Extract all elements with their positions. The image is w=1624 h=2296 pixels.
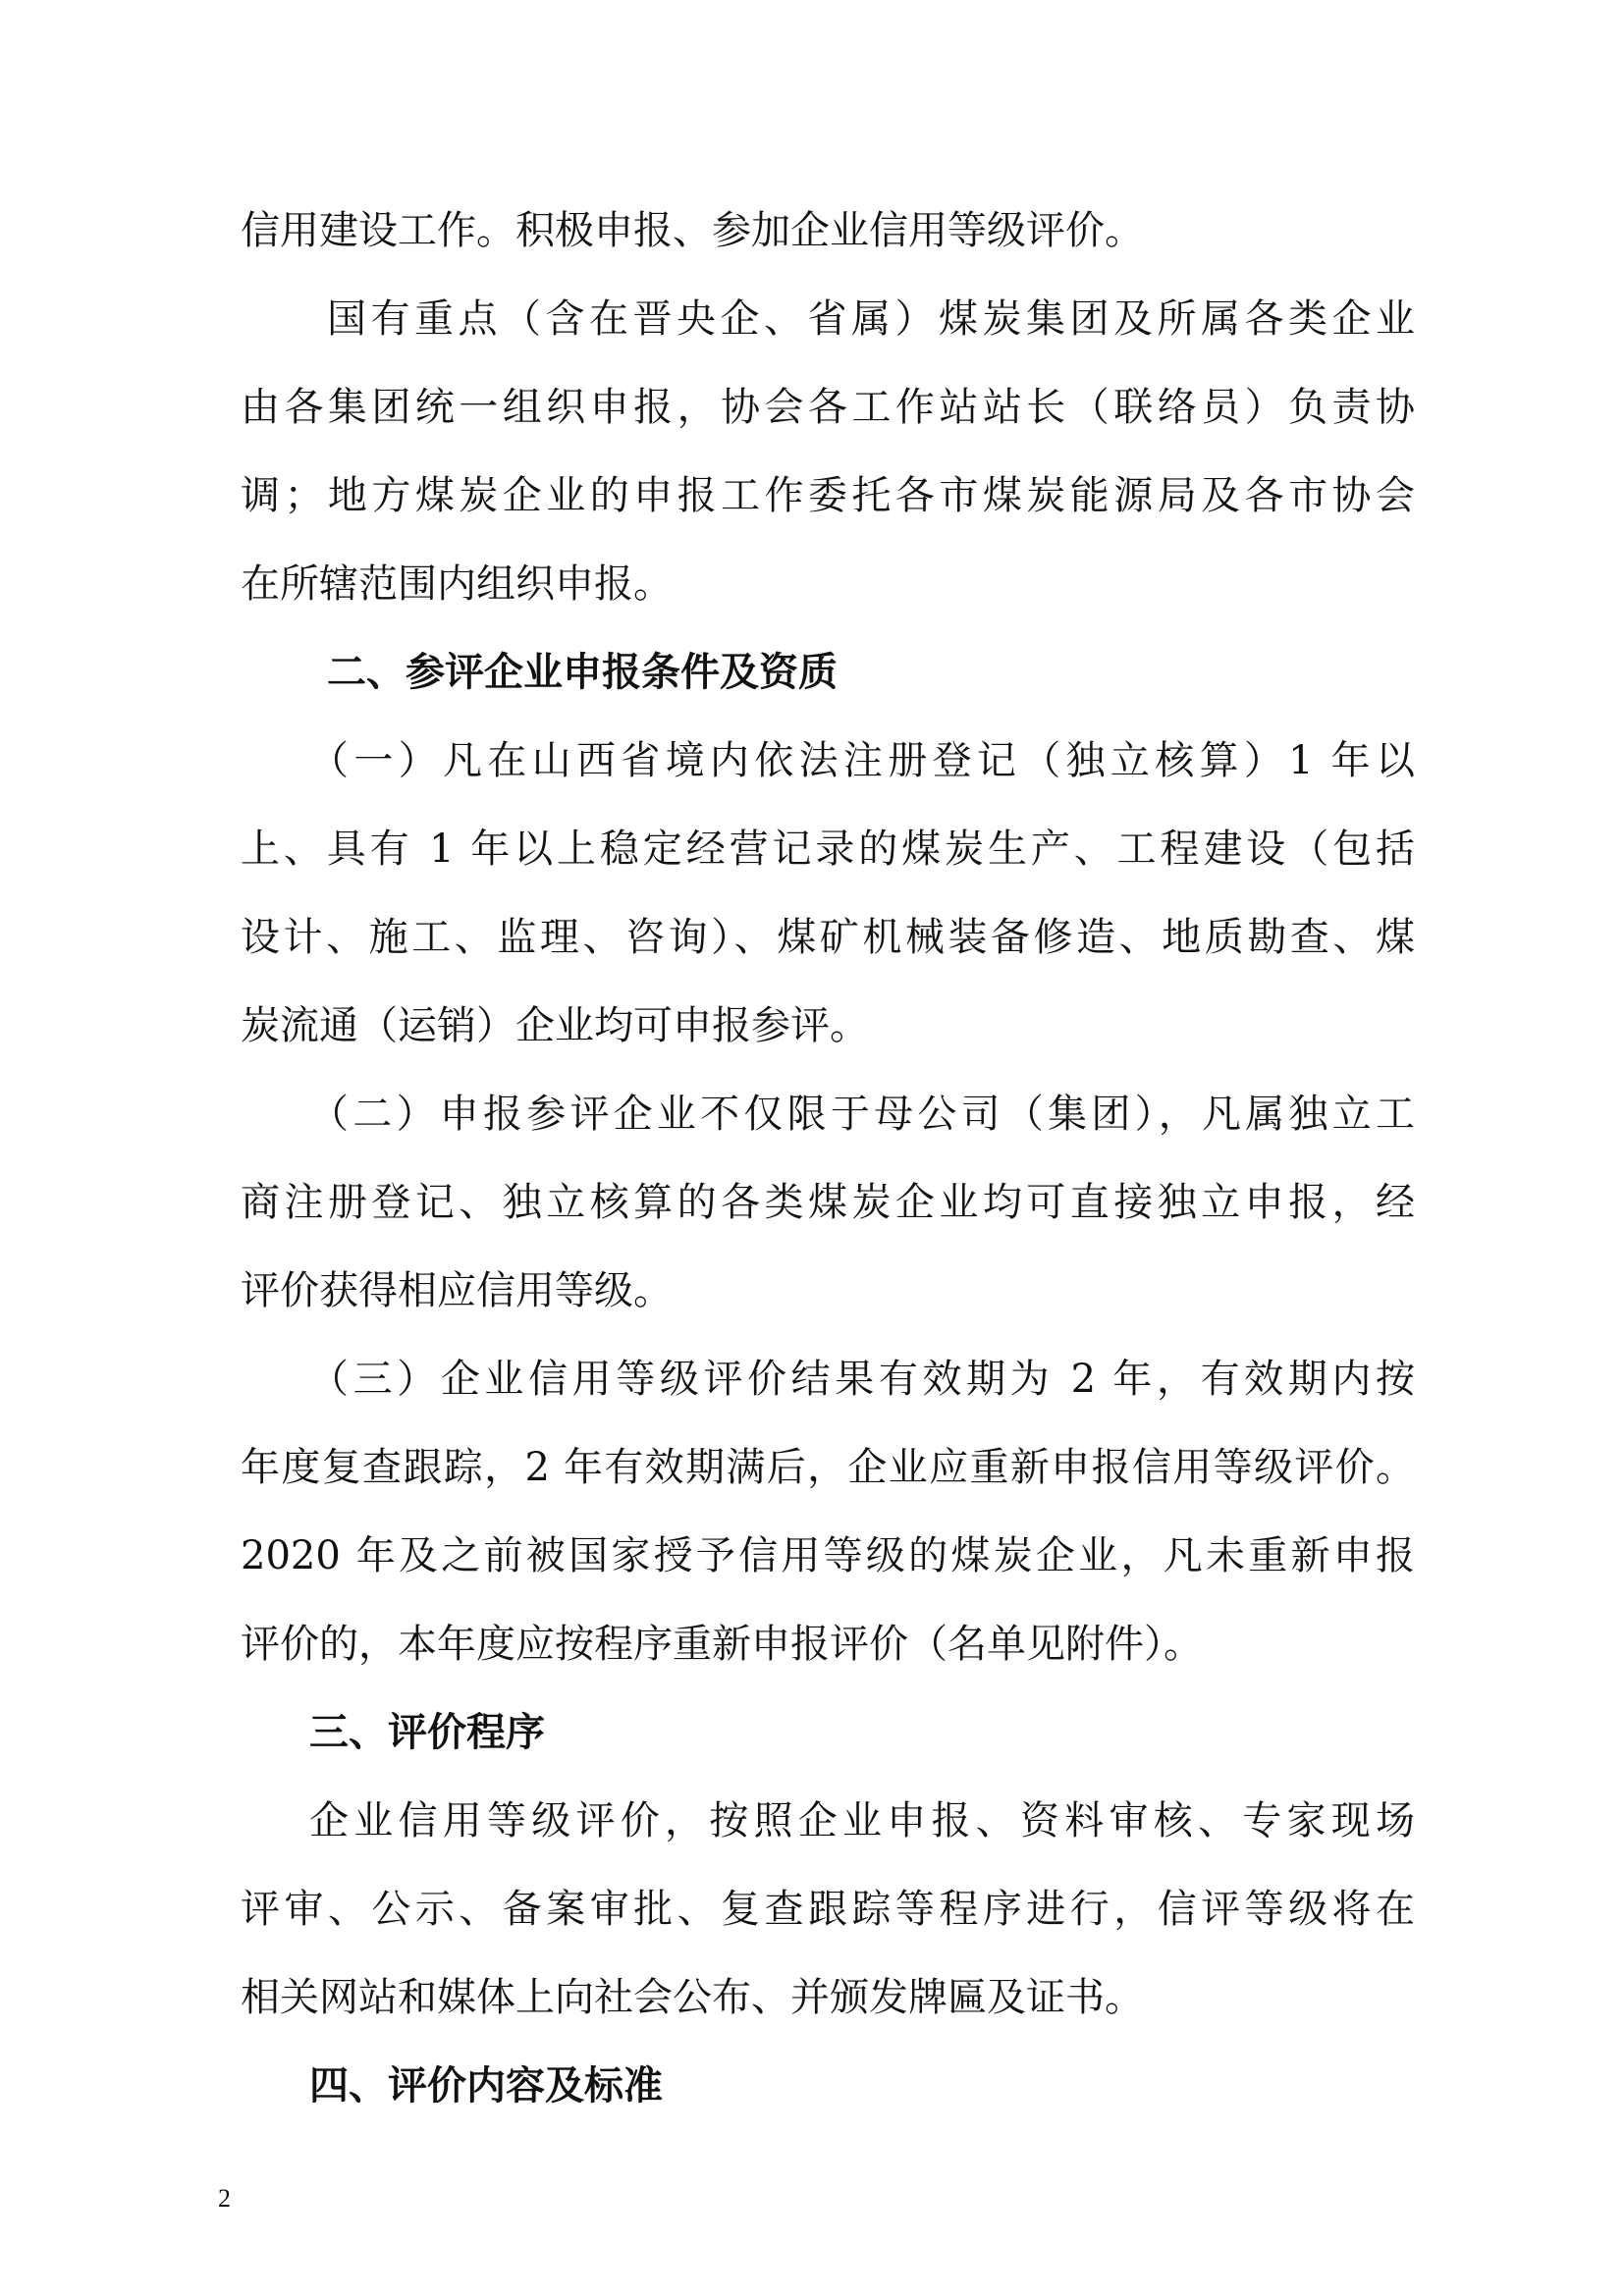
paragraph-line: 商注册登记、独立核算的各类煤炭企业均可直接独立申报，经 bbox=[241, 1180, 1415, 1225]
section-heading-3: 三、评价程序 bbox=[309, 1710, 545, 1755]
paragraph-line: 调；地方煤炭企业的申报工作委托各市煤炭能源局及各市协会 bbox=[241, 473, 1415, 518]
paragraph-line: 炭流通（运销）企业均可申报参评。 bbox=[241, 1003, 869, 1048]
body-line: 信用建设工作。积极申报、参加企业信用等级评价。 bbox=[241, 208, 1144, 253]
paragraph-line: 企业信用等级评价，按照企业申报、资料审核、专家现场 bbox=[309, 1798, 1415, 1843]
paragraph-line: （三）企业信用等级评价结果有效期为 2 年，有效期内按 bbox=[309, 1357, 1415, 1402]
paragraph-line: 评价获得相应信用等级。 bbox=[241, 1268, 673, 1313]
paragraph-line: 由各集团统一组织申报，协会各工作站站长（联络员）负责协 bbox=[241, 385, 1415, 430]
paragraph-line: 设计、施工、监理、咨询）、煤矿机械装备修造、地质勘查、煤 bbox=[241, 915, 1415, 960]
paragraph-line: 评价的，本年度应按程序重新申报评价（名单见附件）。 bbox=[241, 1622, 1203, 1667]
paragraph-line: （二）申报参评企业不仅限于母公司（集团），凡属独立工 bbox=[309, 1092, 1415, 1137]
paragraph-line: 相关网站和媒体上向社会公布、并颁发牌匾及证书。 bbox=[241, 1975, 1144, 2020]
paragraph-line: 上、具有 1 年以上稳定经营记录的煤炭生产、工程建设（包括 bbox=[241, 827, 1415, 872]
section-heading-2: 二、参评企业申报条件及资质 bbox=[327, 650, 838, 695]
page-number: 2 bbox=[218, 2184, 231, 2213]
paragraph-line: 在所辖范围内组织申报。 bbox=[241, 561, 673, 607]
section-heading-4: 四、评价内容及标准 bbox=[309, 2063, 663, 2109]
paragraph-line: 国有重点（含在晋央企、省属）煤炭集团及所属各类企业 bbox=[327, 296, 1415, 342]
paragraph-line: 2020 年及之前被国家授予信用等级的煤炭企业，凡未重新申报 bbox=[241, 1533, 1415, 1578]
paragraph-line: 评审、公示、备案审批、复查跟踪等程序进行，信评等级将在 bbox=[241, 1887, 1415, 1932]
paragraph-line: 年度复查跟踪，2 年有效期满后，企业应重新申报信用等级评价。 bbox=[241, 1445, 1415, 1490]
paragraph-line: （一）凡在山西省境内依法注册登记（独立核算）1 年以 bbox=[309, 738, 1415, 783]
